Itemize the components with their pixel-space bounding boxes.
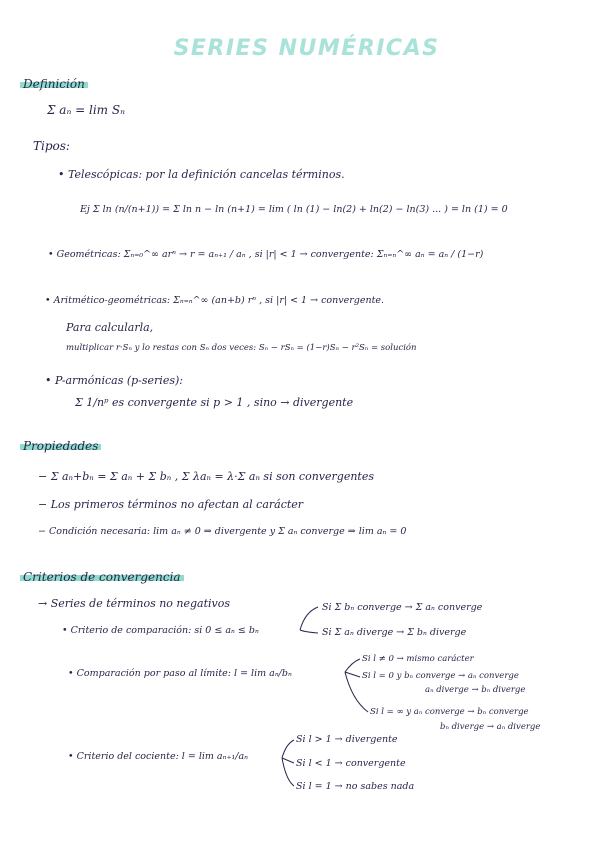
propiedad-item: − Los primeros términos no afectan al carácter bbox=[38, 498, 304, 511]
comparacion-case: Si Σ aₙ diverge → Σ bₙ diverge bbox=[322, 627, 467, 638]
limite-case: Si l ≠ 0 → mismo carácter bbox=[362, 654, 474, 664]
criterios-heading: Criterios de convergencia bbox=[20, 571, 184, 583]
cociente-case: Si l = 1 → no sabes nada bbox=[296, 781, 415, 792]
comparacion-case: Si Σ bₙ converge → Σ aₙ converge bbox=[322, 602, 483, 613]
geometricas-text: • Geométricas: Σₙ₌₀^∞ arⁿ → r = aₙ₊₁ / aₙ , si |r| < 1 → convergente: Σₙ₌ₙ^∞ aₙ = aₙ / (1−r) bbox=[48, 249, 484, 260]
comparacion-branch bbox=[300, 607, 318, 633]
propiedad-item: − Σ aₙ+bₙ = Σ aₙ + Σ bₙ , Σ λaₙ = λ·Σ aₙ si son convergentes bbox=[38, 470, 374, 483]
propiedades-heading: Propiedades bbox=[20, 440, 101, 452]
cociente-branch bbox=[282, 740, 294, 786]
limite-text: • Comparación por paso al límite: l = lim aₙ/bₙ bbox=[68, 668, 292, 679]
tipos-label: Tipos: bbox=[33, 139, 70, 153]
criterios-subheading: → Series de términos no negativos bbox=[38, 597, 231, 610]
definicion-heading: Definición bbox=[20, 78, 88, 90]
para-calcular-text: Para calcularla, bbox=[66, 321, 154, 334]
cociente-case: Si l < 1 → convergente bbox=[296, 758, 406, 769]
limite-case: Si l = 0 y bₙ converge → aₙ converge bbox=[362, 671, 519, 681]
comparacion-text: • Criterio de comparación: si 0 ≤ aₙ ≤ bₙ bbox=[62, 625, 259, 636]
page-title: SERIES NUMÉRICAS bbox=[173, 36, 440, 61]
aritmetico-text: • Aritmético-geométricas: Σₙ₌ₙ^∞ (an+b) rⁿ , si |r| < 1 → convergente. bbox=[45, 295, 385, 306]
propiedad-item: − Condición necesaria: lim aₙ ≠ 0 ⇒ divergente y Σ aₙ converge ⇒ lim aₙ = 0 bbox=[38, 526, 407, 537]
definicion-formula: Σ aₙ = lim Sₙ bbox=[47, 103, 125, 117]
telescopicas-example: Ej Σ ln (n/(n+1)) = Σ ln n − ln (n+1) = lim ( ln (1) − ln(2) + ln(2) − ln(3) ... ) = ln (1) = 0 bbox=[80, 204, 508, 215]
p-armonicas-text: • P-armónicas (p-series): bbox=[45, 374, 183, 387]
p-armonicas-desc: Σ 1/nᵖ es convergente si p > 1 , sino → divergente bbox=[75, 396, 354, 409]
cociente-case: Si l > 1 → divergente bbox=[296, 734, 398, 745]
cociente-text: • Criterio del cociente: l = lim aₙ₊₁/aₙ bbox=[68, 751, 248, 762]
limite-case: Si l = ∞ y aₙ converge → bₙ converge bbox=[370, 707, 529, 717]
multiplicar-text: multiplicar r·Sₙ y lo restas con Sₙ dos veces: Sₙ − rSₙ = (1−r)Sₙ − r²Sₙ = solución bbox=[66, 343, 417, 353]
limite-branch bbox=[345, 659, 368, 712]
limite-case: aₙ diverge → bₙ diverge bbox=[425, 685, 526, 695]
limite-case: bₙ diverge → aₙ diverge bbox=[440, 722, 541, 732]
telescopicas-text: • Telescópicas: por la definición cancelas términos. bbox=[58, 168, 345, 181]
